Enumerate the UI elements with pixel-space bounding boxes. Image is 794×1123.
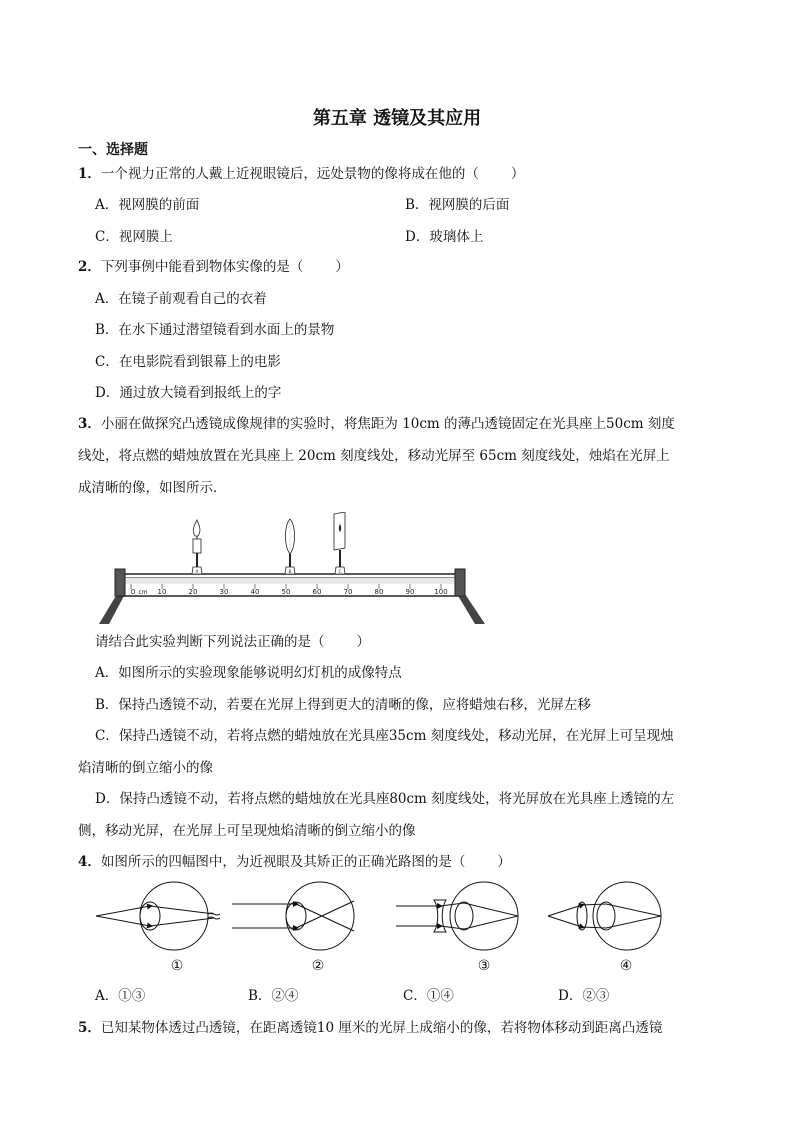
question-2-option-c[interactable]: C．在电影院看到银幕上的电影 — [95, 354, 281, 370]
question-2-option-a[interactable]: A．在镜子前观看自己的衣着 — [95, 291, 267, 307]
question-3-option-c[interactable]: C．保持凸透镜不动，若将点燃的蜡烛放在光具座35cm 刻度线处，移动光屏，在光屏上可呈现烛 — [95, 728, 674, 744]
question-3-number: 3． — [78, 416, 101, 432]
optical-bench-figure — [95, 512, 490, 627]
question-5-number: 5． — [78, 1020, 101, 1036]
question-5-text: 已知某物体透过凸透镜，在距离透镜10 厘米的光屏上成缩小的像，若将物体移动到距离凸透镜 — [100, 1020, 663, 1036]
question-4-close-paren: ） — [497, 854, 511, 870]
question-4-number: 4． — [78, 854, 101, 870]
svg-text:A: A — [195, 569, 199, 574]
question-4-option-a[interactable]: A．①③ — [95, 988, 146, 1004]
question-1-close-paren: ） — [510, 166, 525, 182]
light-screen — [334, 512, 345, 574]
question-2-close-paren: ） — [335, 259, 349, 275]
question-2-text: 下列事例中能看到物体实像的是（ — [100, 259, 304, 275]
question-1-stem — [78, 164, 524, 184]
tick-label-40: 40 — [250, 588, 260, 596]
bench-right-leg — [457, 594, 485, 624]
question-4-option-b[interactable]: B．②④ — [248, 988, 299, 1004]
question-5-stem — [78, 1018, 662, 1038]
question-3-option-a[interactable]: A．如图所示的实验现象能够说明幻灯机的成像特点 — [95, 665, 402, 681]
diagram-label-1: ① — [170, 958, 184, 974]
question-1-text: 一个视力正常的人戴上近视眼镜后，远处景物的像将成在他的（ — [100, 166, 479, 182]
question-1-option-a[interactable]: A．视网膜的前面 — [95, 197, 200, 213]
question-1-option-d[interactable]: D．玻璃体上 — [405, 229, 484, 245]
eye-diagram-2 — [232, 882, 354, 950]
question-2-option-b[interactable]: B．在水下通过潜望镜看到水面上的景物 — [95, 322, 335, 338]
convex-lens — [285, 519, 295, 574]
bench-left-leg — [99, 594, 125, 624]
question-3-option-d-cont: 侧，移动光屏，在光屏上可呈现烛焰清晰的倒立缩小的像 — [78, 823, 416, 839]
question-1-number: 1． — [78, 166, 101, 182]
eye-diagram-1 — [96, 882, 220, 950]
question-4-text: 如图所示的四幅图中，为近视眼及其矫正的正确光路图的是（ — [100, 854, 466, 870]
ruler-unit: cm — [138, 589, 148, 596]
bench-right-end — [455, 569, 465, 596]
page-title: 第五章 透镜及其应用 — [312, 108, 482, 129]
bench-left-end — [115, 569, 125, 596]
question-4-stem — [78, 852, 511, 872]
question-4-option-d[interactable]: D．②③ — [558, 988, 610, 1004]
question-3-option-b[interactable]: B．保持凸透镜不动，若要在光屏上得到更大的清晰的像，应将蜡烛右移，光屏左移 — [95, 697, 591, 713]
tick-label-100: 100 — [434, 588, 448, 596]
tick-label-20: 20 — [188, 588, 198, 596]
question-3-line-3: 成清晰的像，如图所示． — [78, 480, 227, 496]
svg-text:B: B — [288, 569, 292, 574]
tick-label-90: 90 — [405, 588, 415, 596]
tick-label-70: 70 — [343, 588, 353, 596]
question-3-option-c-cont: 焰清晰的倒立缩小的像 — [78, 760, 213, 776]
candle — [192, 520, 202, 574]
question-2-number: 2． — [78, 259, 101, 275]
diagram-label-2: ② — [311, 958, 325, 974]
eye-diagrams — [92, 878, 672, 978]
question-3-prompt — [95, 632, 370, 652]
question-3-text-1: 小丽在做探究凸透镜成像规律的实验时，将焦距为 10cm 的薄凸透镜固定在光具座上50cm 刻度 — [100, 416, 675, 432]
tick-label-10: 10 — [157, 588, 167, 596]
eye-diagram-4 — [548, 882, 661, 950]
tick-label-0: 0 — [130, 588, 136, 596]
question-2-option-d[interactable]: D．通过放大镜看到报纸上的字 — [95, 385, 282, 401]
svg-text:C: C — [338, 569, 342, 574]
question-4-option-c[interactable]: C．①④ — [403, 988, 454, 1004]
tick-label-80: 80 — [374, 588, 384, 596]
question-1-option-b[interactable]: B．视网膜的后面 — [405, 197, 510, 213]
eye-diagram-3 — [396, 882, 518, 950]
tick-label-50: 50 — [281, 588, 291, 596]
question-3-close-paren: ） — [356, 634, 370, 650]
question-1-option-c[interactable]: C．视网膜上 — [95, 229, 173, 245]
tick-label-30: 30 — [219, 588, 229, 596]
question-3-prompt-text: 请结合此实验判断下列说法正确的是（ — [95, 634, 325, 650]
question-2-stem — [78, 257, 349, 277]
section-heading: 一、选择题 — [78, 142, 148, 158]
question-3-option-d[interactable]: D．保持凸透镜不动，若将点燃的蜡烛放在光具座80cm 刻度线处，将光屏放在光具座上透镜的左 — [95, 791, 675, 807]
diagram-label-4: ④ — [619, 958, 633, 974]
diagram-label-3: ③ — [477, 958, 491, 974]
question-3-line-1 — [78, 414, 675, 434]
question-3-line-2: 线处，将点燃的蜡烛放置在光具座上 20cm 刻度线处，移动光屏至 65cm 刻度线处，烛焰在光屏上 — [78, 448, 670, 464]
tick-label-60: 60 — [312, 588, 322, 596]
